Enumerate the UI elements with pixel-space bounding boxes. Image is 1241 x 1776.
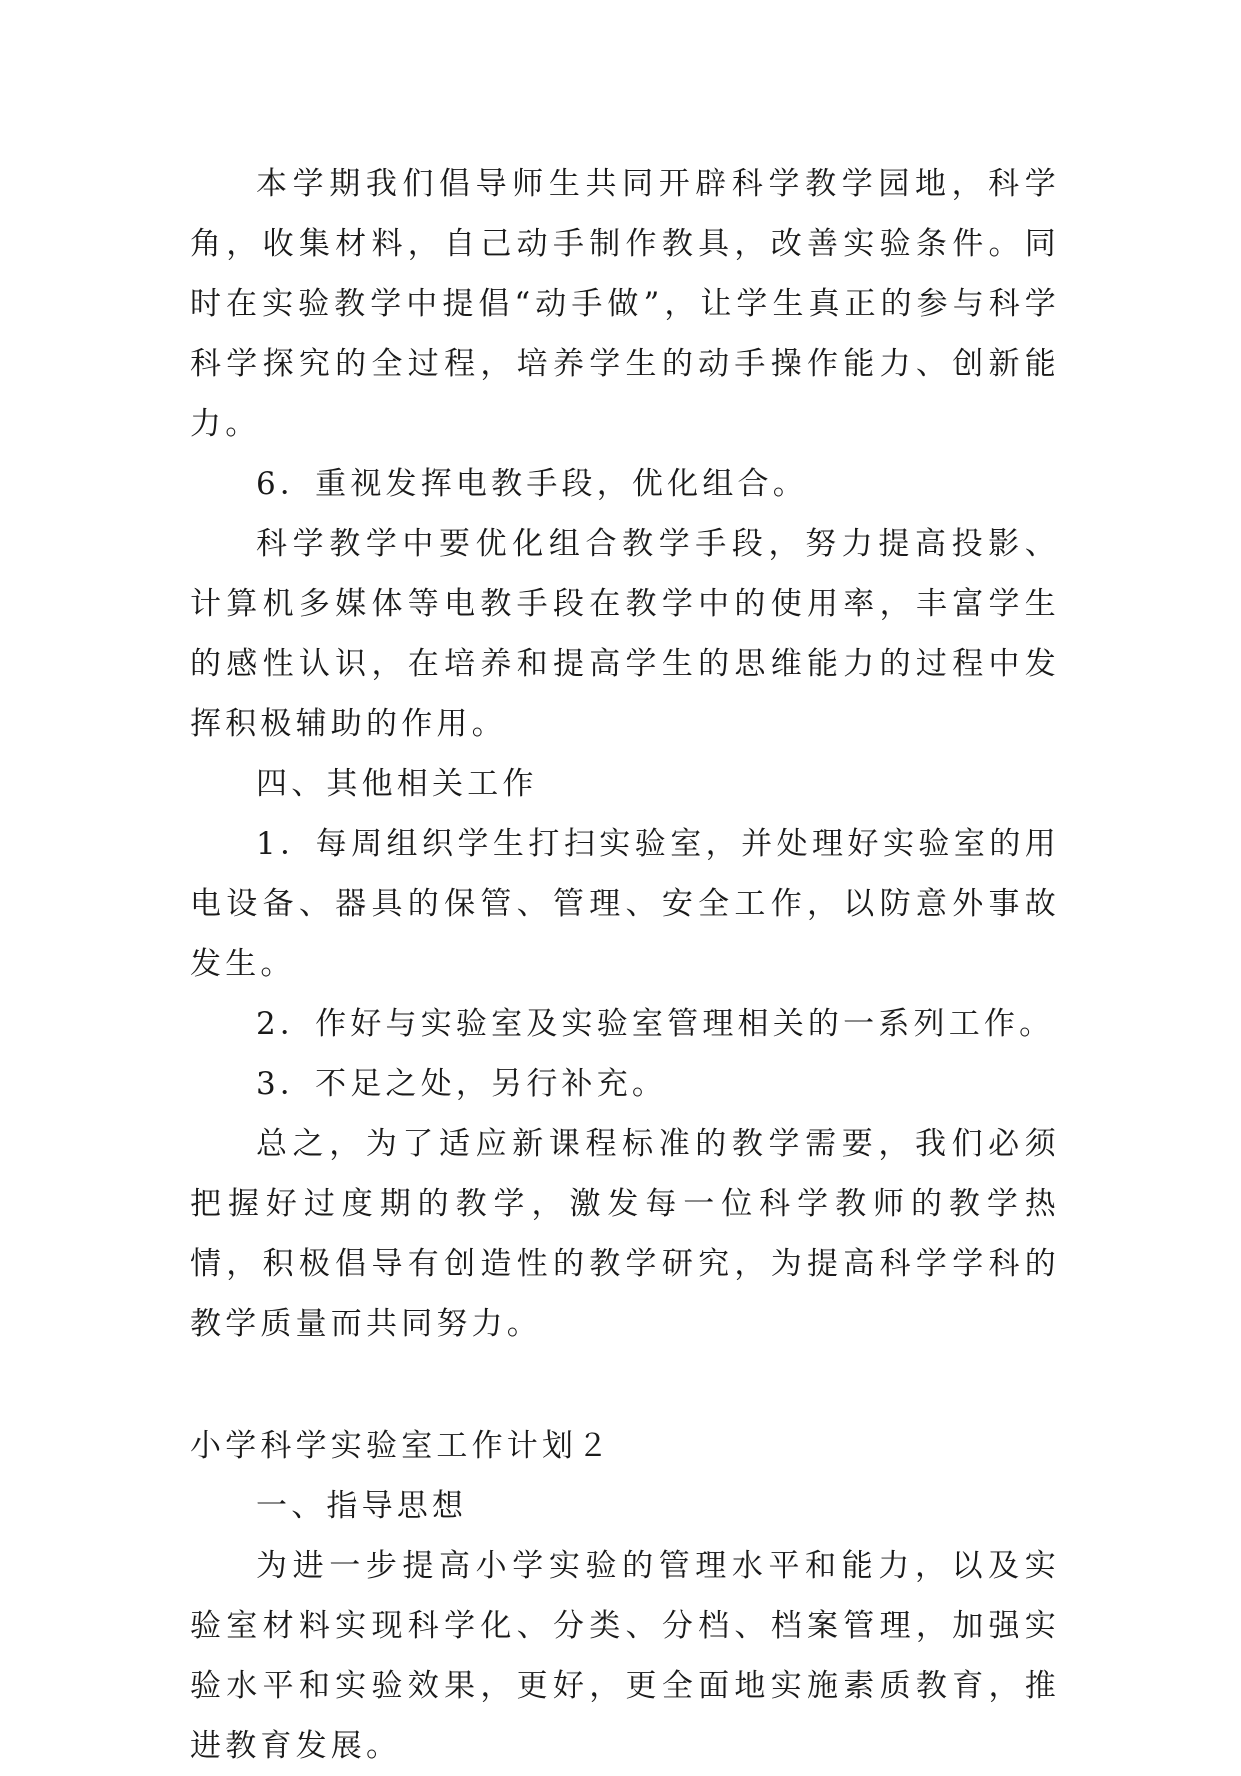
paragraph-item-1: 1．每周组织学生打扫实验室，并处理好实验室的用电设备、器具的保管、管理、安全工作，以防意外事故发生。 — [190, 826, 1060, 982]
paragraph-item-3: 3．不足之处，另行补充。 — [256, 1066, 668, 1102]
paragraph-guiding-idea: 为进一步提高小学实验的管理水平和能力，以及实验室材料实现科学化、分类、分档、档案管理，加强实验水平和实验效果，更好，更全面地实施素质教育，推进教育发展。 — [190, 1548, 1060, 1764]
paragraph-multimedia: 科学教学中要优化组合教学手段，努力提高投影、计算机多媒体等电教手段在教学中的使用率，丰富学生的感性认识，在培养和提高学生的思维能力的过程中发挥积极辅助的作用。 — [190, 526, 1060, 742]
heading-guiding-idea: 一、指导思想 — [256, 1488, 468, 1524]
paragraph-item-6: 6．重视发挥电教手段，优化组合。 — [256, 466, 808, 502]
paragraph-summary: 总之，为了适应新课程标准的教学需要，我们必须把握好过度期的教学，激发每一位科学教师的教学热情，积极倡导有创造性的教学研究，为提高科学学科的教学质量而共同努力。 — [190, 1126, 1060, 1342]
paragraph-lab-garden: 本学期我们倡导师生共同开辟科学教学园地，科学角，收集材料，自己动手制作教具，改善实验条件。同时在实验教学中提倡“动手做”，让学生真正的参与科学科学探究的全过程，培养学生的动手操作能力、创新能力。 — [190, 166, 1060, 442]
heading-other-work: 四、其他相关工作 — [256, 766, 538, 802]
document-body — [190, 154, 1060, 1776]
section-title: 小学科学实验室工作计划２ — [190, 1428, 613, 1464]
paragraph-item-2: 2．作好与实验室及实验室管理相关的一系列工作。 — [256, 1006, 1055, 1042]
